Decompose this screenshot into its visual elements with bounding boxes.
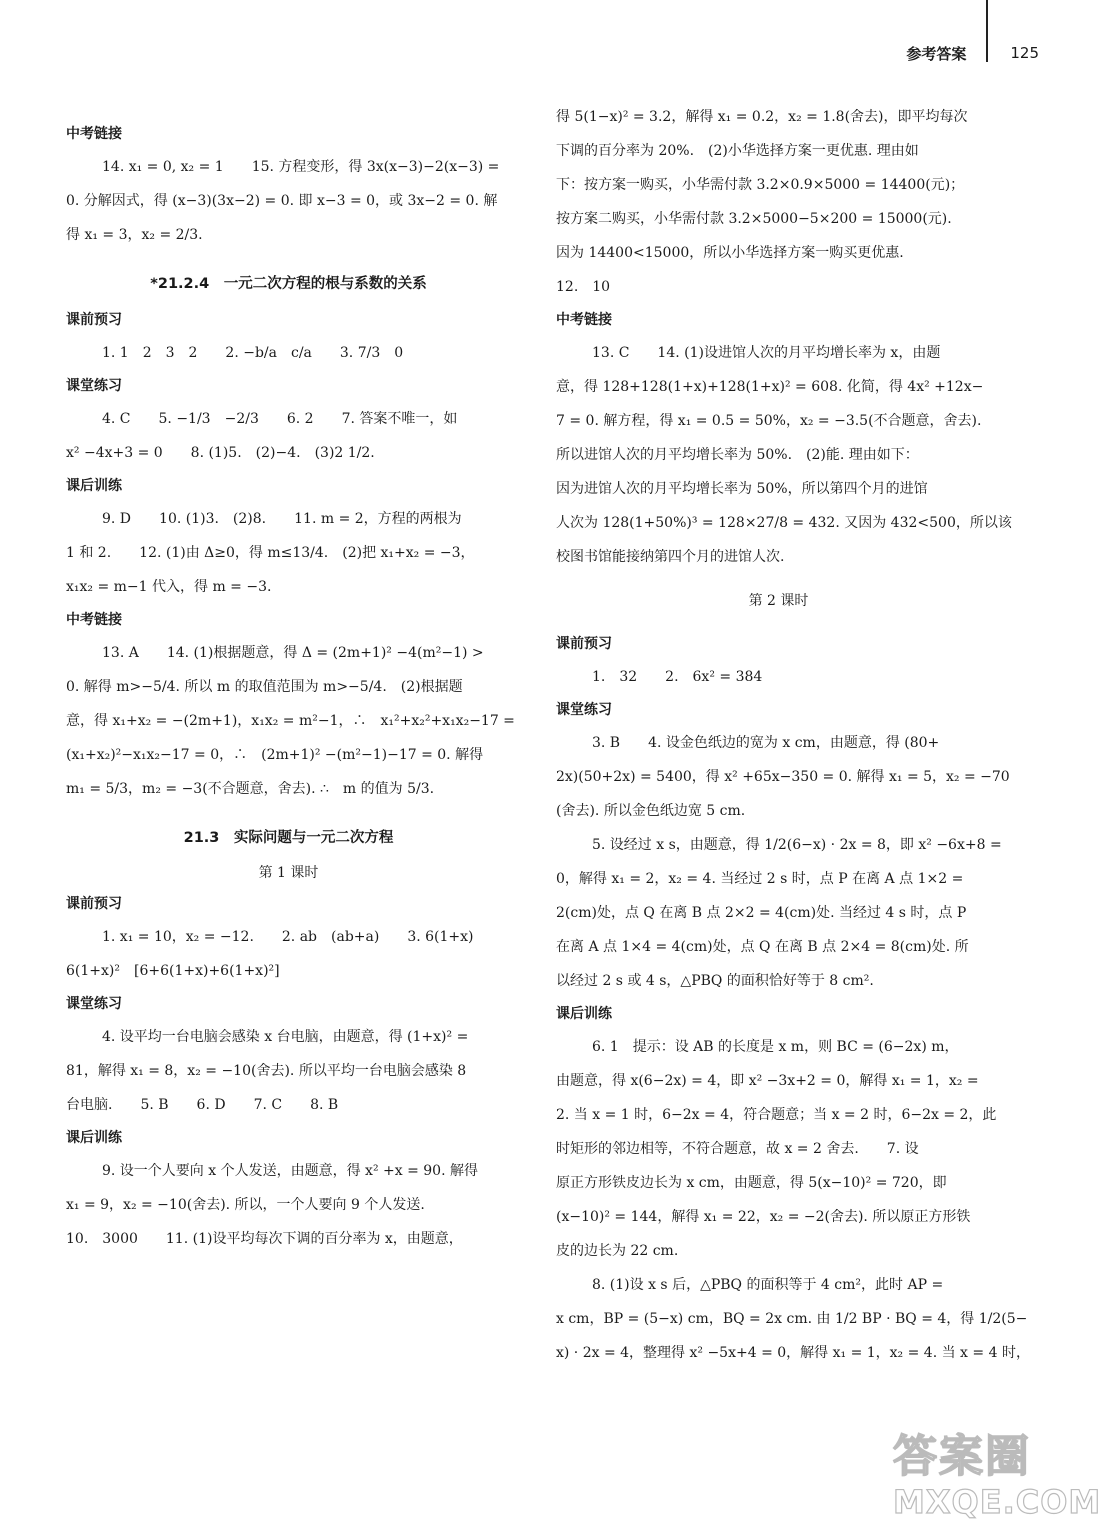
section-heading: 课前预习 — [66, 312, 122, 328]
answer-line: 1. 1 2 3 2 2. −b/a c/a 3. 7/3 0 — [102, 345, 404, 361]
answer-line: 1. x₁ = 10，x₂ = −12. 2. ab (ab+a) 3. 6(1+x) — [102, 929, 474, 945]
section-heading: 中考链接 — [66, 126, 122, 142]
left-column — [66, 118, 515, 1256]
answer-line: 时矩形的邻边相等，不符合题意，故 x = 2 舍去. 7. 设 — [556, 1141, 919, 1157]
answer-line: 校图书馆能接纳第四个月的进馆人次. — [556, 549, 785, 565]
lesson-title: 21.3 实际问题与一元二次方程 — [183, 830, 394, 846]
section-heading: 课前预习 — [556, 636, 612, 652]
answer-line: 0. 解得 m>−5/4. 所以 m 的取值范围为 m>−5/4. (2)根据题 — [66, 679, 463, 695]
answer-line: 81，解得 x₁ = 8，x₂ = −10(舍去). 所以平均一台电脑会感染 8 — [66, 1063, 467, 1079]
answer-line: 1 和 2. 12. (1)由 Δ≥0，得 m≤13/4. (2)把 x₁+x₂ = −3， — [66, 545, 475, 561]
answer-line: 8. (1)设 x s 后，△PBQ 的面积等于 4 cm²，此时 AP = — [592, 1277, 944, 1293]
lesson-subtitle: 第 1 课时 — [258, 865, 319, 881]
answer-line: 下调的百分率为 20%. (2)小华选择方案一更优惠. 理由如 — [556, 143, 919, 159]
lesson-title: *21.2.4 一元二次方程的根与系数的关系 — [150, 276, 427, 292]
answer-line: 以经过 2 s 或 4 s，△PBQ 的面积恰好等于 8 cm². — [556, 973, 874, 989]
section-heading: 课堂练习 — [66, 996, 122, 1012]
section-heading: 中考链接 — [556, 312, 612, 328]
answer-line: 由题意，得 x(6−2x) = 4，即 x² −3x+2 = 0，解得 x₁ = 1，x₂ = — [556, 1073, 979, 1089]
answer-line: 人次为 128(1+50%)³ = 128×27/8 = 432. 又因为 432<500，所以该 — [556, 515, 1012, 531]
answer-line: 5. 设经过 x s，由题意，得 1/2(6−x) · 2x = 8，即 x² −6x+8 = — [592, 837, 1002, 853]
answer-line: 3. B 4. 设金色纸边的宽为 x cm，由题意，得 (80+ — [592, 735, 940, 751]
answer-line: x² −4x+3 = 0 8. (1)5. (2)−4. (3)2 1/2. — [66, 445, 375, 461]
answer-line: 0，解得 x₁ = 2，x₂ = 4. 当经过 2 s 时，点 P 在离 A 点 1×2 = — [556, 871, 964, 887]
answer-line: 14. x₁ = 0, x₂ = 1 15. 方程变形，得 3x(x−3)−2(x−3) = — [102, 159, 500, 175]
section-heading: 课堂练习 — [66, 378, 122, 394]
answer-line: 皮的边长为 22 cm. — [556, 1243, 679, 1259]
section-heading: 课后训练 — [66, 1130, 122, 1146]
answer-line: 0. 分解因式，得 (x−3)(3x−2) = 0. 即 x−3 = 0，或 3x−2 = 0. 解 — [66, 193, 498, 209]
answer-line: (x−10)² = 144，解得 x₁ = 22，x₂ = −2(舍去). 所以原正方形铁 — [556, 1209, 971, 1225]
answer-line: 按方案二购买，小华需付款 3.2×5000−5×200 = 15000(元). — [556, 211, 952, 227]
page-number: 125 — [1010, 44, 1039, 62]
answer-line: 6. 1 提示：设 AB 的长度是 x m，则 BC = (6−2x) m， — [592, 1039, 959, 1055]
answer-line: 意，得 x₁+x₂ = −(2m+1)，x₁x₂ = m²−1，∴ x₁²+x₂²+x₁x₂−17 = — [66, 713, 515, 729]
answer-line: 2(cm)处，点 Q 在离 B 点 2×2 = 4(cm)处. 当经过 4 s 时，点 P — [556, 905, 967, 921]
answer-line: 得 x₁ = 3，x₂ = 2/3. — [66, 227, 203, 243]
answer-line: 2. 当 x = 1 时，6−2x = 4，符合题意；当 x = 2 时，6−2x = 2，此 — [556, 1107, 997, 1123]
answer-line: 下：按方案一购买，小华需付款 3.2×0.9×5000 = 14400(元)； — [556, 177, 965, 193]
answer-line: 13. A 14. (1)根据题意，得 Δ = (2m+1)² −4(m²−1) > — [102, 645, 484, 661]
answer-line: 4. C 5. −1/3 −2/3 6. 2 7. 答案不唯一，如 — [102, 411, 458, 427]
section-heading: 课后训练 — [66, 478, 122, 494]
page-header — [906, 36, 1039, 70]
answer-line: 12. 10 — [556, 279, 611, 295]
answer-line: 得 5(1−x)² = 3.2，解得 x₁ = 0.2，x₂ = 1.8(舍去)，即平均每次 — [556, 109, 968, 125]
answer-line: x₁ = 9，x₂ = −10(舍去). 所以，一个人要向 9 个人发送. — [66, 1197, 425, 1213]
answer-line: 4. 设平均一台电脑会感染 x 台电脑，由题意，得 (1+x)² = — [102, 1029, 469, 1045]
right-column — [556, 100, 1030, 1370]
answer-line: 7 = 0. 解方程，得 x₁ = 0.5 = 50%，x₂ = −3.5(不合题意，舍去). — [556, 413, 982, 429]
answer-line: (舍去). 所以金色纸边宽 5 cm. — [556, 803, 746, 819]
answer-line: 因为 14400<15000，所以小华选择方案一购买更优惠. — [556, 245, 904, 261]
watermark-text: 答案圈 — [893, 1431, 1031, 1482]
watermark-url: MXQE.COM — [893, 1483, 1101, 1521]
answer-line: m₁ = 5/3，m₂ = −3(不合题意，舍去). ∴ m 的值为 5/3. — [66, 781, 435, 797]
answer-line: 1. 32 2. 6x² = 384 — [592, 669, 763, 685]
answer-line: (x₁+x₂)²−x₁x₂−17 = 0，∴ (2m+1)² −(m²−1)−17 = 0. 解得 — [66, 747, 484, 763]
lesson-subtitle: 第 2 课时 — [748, 593, 809, 609]
answer-line: 6(1+x)² [6+6(1+x)+6(1+x)²] — [66, 963, 280, 979]
section-heading: 课堂练习 — [556, 702, 612, 718]
answer-line: 所以进馆人次的月平均增长率为 50%. (2)能. 理由如下： — [556, 447, 919, 463]
answer-line: 9. 设一个人要向 x 个人发送，由题意，得 x² +x = 90. 解得 — [102, 1163, 478, 1179]
answer-line: 10. 3000 11. (1)设平均每次下调的百分率为 x，由题意， — [66, 1231, 463, 1247]
section-heading: 中考链接 — [66, 612, 122, 628]
section-label: 参考答案 — [906, 44, 967, 63]
section-heading: 课后训练 — [556, 1006, 612, 1022]
answer-line: 原正方形铁皮边长为 x cm，由题意，得 5(x−10)² = 720，即 — [556, 1175, 947, 1191]
answer-line: 意，得 128+128(1+x)+128(1+x)² = 608. 化简，得 4x² +12x− — [556, 379, 984, 395]
answer-line: 台电脑. 5. B 6. D 7. C 8. B — [66, 1097, 339, 1113]
watermark-logo — [893, 1431, 1101, 1528]
answer-line: 9. D 10. (1)3. (2)8. 11. m = 2，方程的两根为 — [102, 511, 462, 527]
header-divider — [986, 0, 988, 62]
answer-line: x₁x₂ = m−1 代入，得 m = −3. — [66, 579, 272, 595]
answer-line: 2x)(50+2x) = 5400，得 x² +65x−350 = 0. 解得 x₁ = 5，x₂ = −70 — [556, 769, 1010, 785]
section-heading: 课前预习 — [66, 896, 122, 912]
answer-line: x cm，BP = (5−x) cm，BQ = 2x cm. 由 1/2 BP · BQ = 4，得 1/2(5− — [556, 1311, 1028, 1327]
answer-line: 因为进馆人次的月平均增长率为 50%，所以第四个月的进馆 — [556, 481, 928, 497]
answer-line: x) · 2x = 4，整理得 x² −5x+4 = 0，解得 x₁ = 1，x₂ = 4. 当 x = 4 时， — [556, 1345, 1030, 1361]
answer-line: 13. C 14. (1)设进馆人次的月平均增长率为 x，由题 — [592, 345, 941, 361]
answer-line: 在离 A 点 1×4 = 4(cm)处，点 Q 在离 B 点 2×4 = 8(cm)处. 所 — [556, 939, 969, 955]
